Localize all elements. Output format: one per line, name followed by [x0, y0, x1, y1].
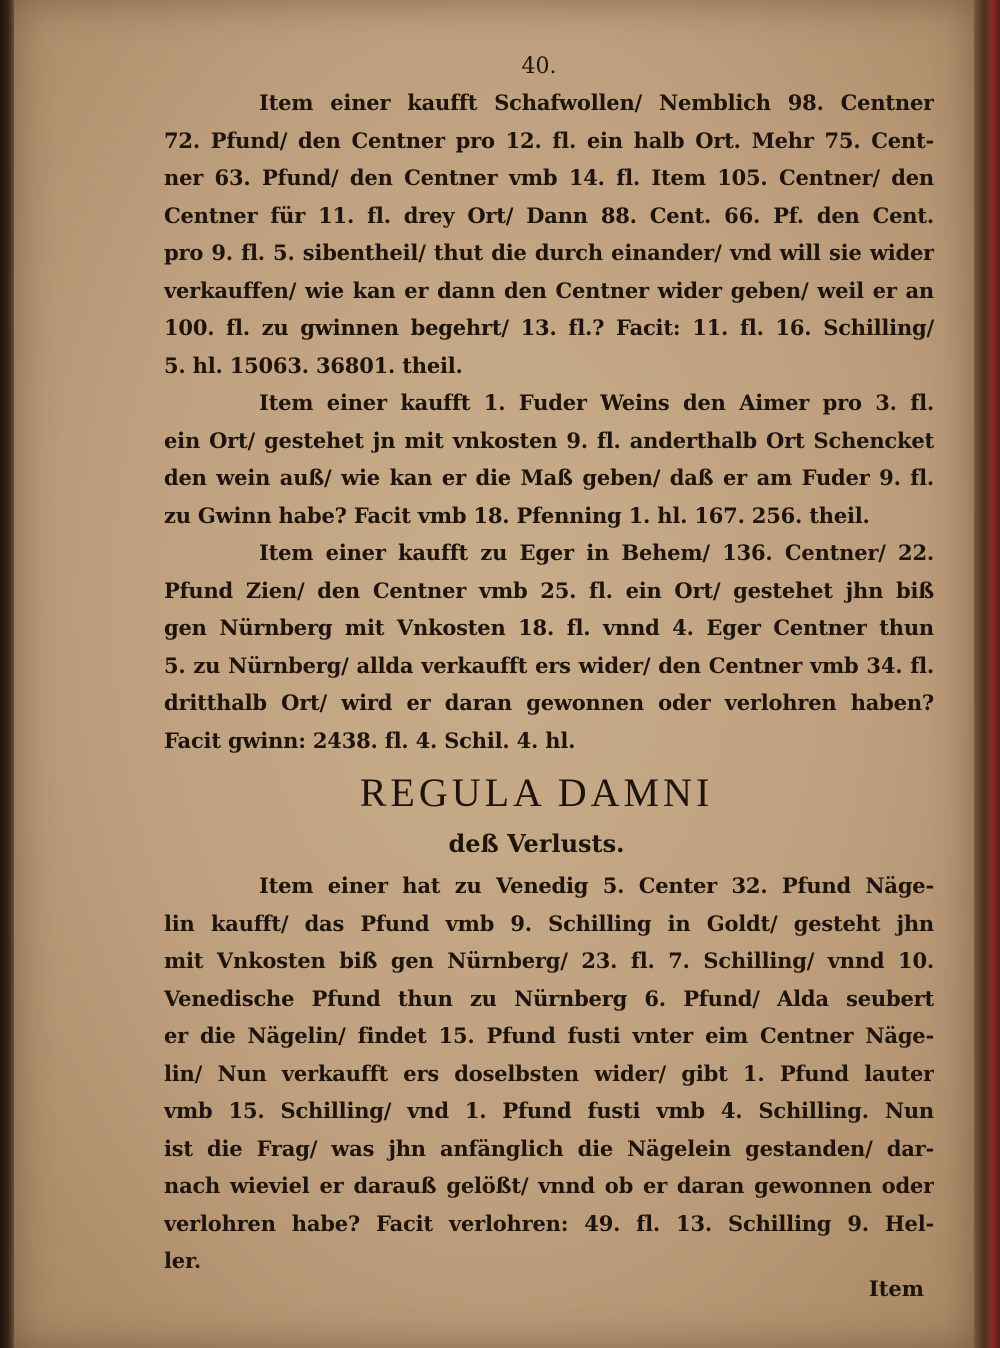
text-line: Item einer kaufft zu Eger in Behem/ 136. Centner/ 22. [259, 540, 934, 565]
paragraph-2 [164, 384, 934, 534]
page-text [164, 50, 934, 1306]
text-line: pro 9. fl. 5. sibentheil/ thut die durch einander/ vnd will sie wider [164, 240, 934, 265]
text-line: Venedische Pfund thun zu Nürnberg 6. Pfund/ Alda seubert [164, 985, 934, 1011]
text-line: lin kaufft/ das Pfund vmb 9. Schilling in Goldt/ gesteht jhn [164, 910, 934, 936]
text-line: 72. Pfund/ den Centner pro 12. fl. ein halb Ort. Mehr 75. Cent- [164, 127, 934, 153]
book-edge [974, 0, 1000, 1348]
text-line: ein Ort/ gestehet jn mit vnkosten 9. fl. anderthalb Ort Schencket [164, 427, 934, 453]
text-line: Pfund Zien/ den Centner vmb 25. fl. ein Ort/ gestehet jhn biß [164, 577, 934, 603]
text-line: zu Gwinn habe? Facit vmb 18. Pfenning 1. hl. 167. 256. theil. [164, 502, 870, 528]
text-line: Centner für 11. fl. drey Ort/ Dann 88. Cent. 66. Pf. den Cent. [164, 202, 934, 228]
paragraph-damni [164, 867, 934, 1280]
text-line: 5. zu Nürnberg/ allda verkaufft ers wider/ den Centner vmb 34. fl. [164, 652, 934, 678]
text-line: er die Nägelin/ findet 15. Pfund fusti vnter eim Centner Näge- [164, 1023, 934, 1048]
text-line: ner 63. Pfund/ den Centner vmb 14. fl. Item 105. Centner/ den [164, 165, 934, 190]
section-heading: REGULA DAMNI [359, 770, 714, 815]
section-subheading: deß Verlusts. [448, 829, 625, 858]
text-line: gen Nürnberg mit Vnkosten 18. fl. vnnd 4. Eger Centner thun [164, 615, 934, 640]
text-line: ist die Frag/ was jhn anfänglich die Nägelein gestanden/ dar- [164, 1135, 934, 1161]
catchword: Item [868, 1275, 924, 1301]
text-line: 5. hl. 15063. 36801. theil. [164, 352, 463, 378]
book-page [14, 0, 974, 1348]
text-line: vmb 15. Schilling/ vnd 1. Pfund fusti vmb 4. Schilling. Nun [164, 1098, 934, 1123]
text-line: mit Vnkosten biß gen Nürnberg/ 23. fl. 7. Schilling/ vnnd 10. [164, 948, 934, 973]
text-line: 100. fl. zu gwinnen begehrt/ 13. fl.? Facit: 11. fl. 16. Schilling/ [164, 315, 934, 340]
text-line: dritthalb Ort/ wird er daran gewonnen oder verlohren haben? [164, 690, 934, 715]
text-line: Facit gwinn: 2438. fl. 4. Schil. 4. hl. [164, 727, 576, 753]
paragraph-3 [164, 534, 934, 759]
text-line: den wein auß/ wie kan er die Maß geben/ daß er am Fuder 9. fl. [164, 465, 934, 490]
text-line: Item einer kaufft Schafwollen/ Nemblich 98. Centner [259, 90, 934, 115]
paragraph-1 [164, 84, 934, 384]
text-line: ler. [164, 1248, 201, 1273]
page-number: 40. [521, 54, 557, 79]
text-line: Item einer hat zu Venedig 5. Center 32. Pfund Näge- [259, 873, 934, 898]
text-line: verkauffen/ wie kan er dann den Centner wider geben/ weil er an [164, 277, 934, 303]
text-line: Item einer kaufft 1. Fuder Weins den Aimer pro 3. fl. [259, 390, 934, 415]
text-line: nach wieviel er darauß gelößt/ vnnd ob er daran gewonnen oder [164, 1173, 934, 1198]
book-gutter-shadow [0, 0, 14, 1348]
text-line: lin/ Nun verkaufft ers doselbsten wider/ gibt 1. Pfund lauter [164, 1060, 934, 1086]
text-line: verlohren habe? Facit verlohren: 49. fl. 13. Schilling 9. Hel- [164, 1210, 934, 1236]
